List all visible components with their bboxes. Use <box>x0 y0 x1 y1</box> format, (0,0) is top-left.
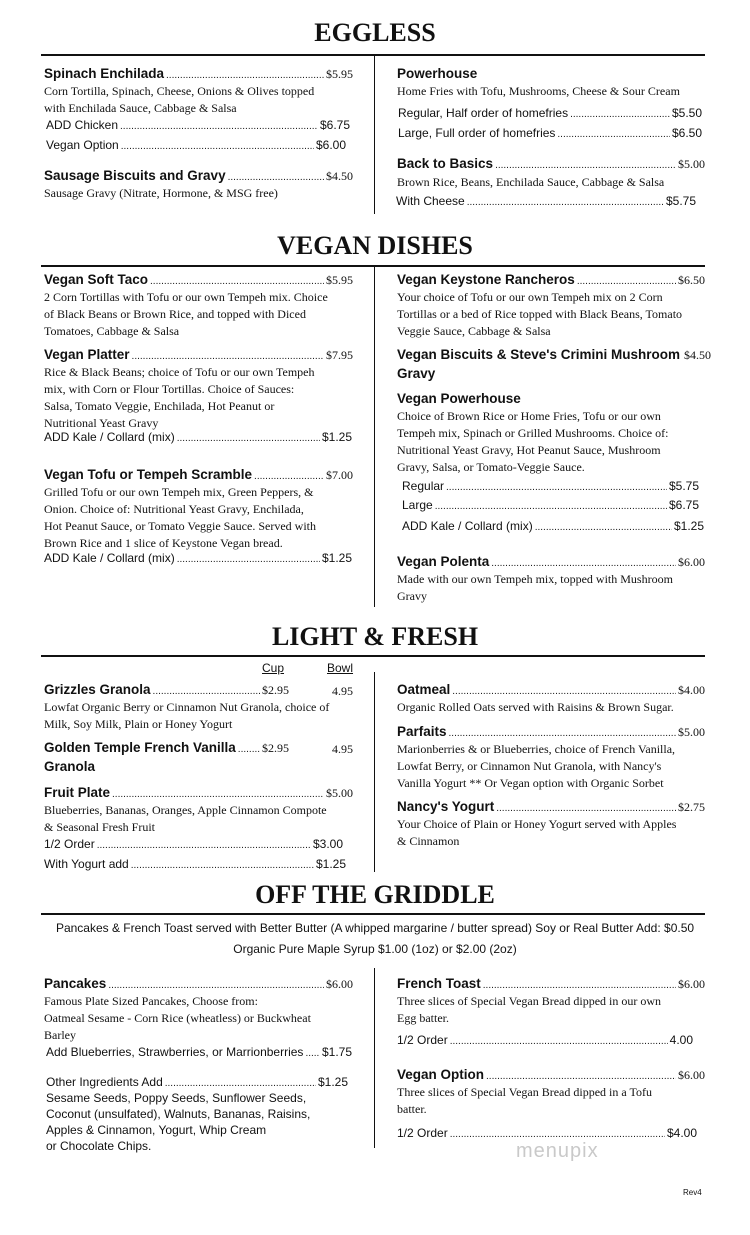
menu-item-fruit-plate: Fruit Plate ..... $5.00 <box>44 785 353 801</box>
section-divider <box>41 913 705 915</box>
column-header-bowl: Bowl <box>327 661 354 675</box>
column-header-cup: Cup <box>262 661 285 675</box>
menu-item-vegan-platter: Vegan Platter ..... $7.95 <box>44 347 353 363</box>
option-large: Large ..... $6.75 <box>402 498 699 512</box>
item-description: Sausage Gravy (Nitrate, Hormone, & MSG free) <box>44 186 278 200</box>
option-regular: Regular ..... $5.75 <box>402 479 699 493</box>
section-title-light-fresh: LIGHT & FRESH <box>271 622 479 651</box>
item-description: Blueberries, Bananas, Oranges, Apple Cinnamon Compote & Seasonal Fresh Fruit <box>44 803 327 834</box>
menu-item-grizzles-granola: Grizzles Granola ..... $2.95 <box>44 682 289 698</box>
item-description: Grilled Tofu or our own Tempeh mix, Green Peppers, & Onion. Choice of: Nutritional Yeast Gravy, Enchilada, Hot Peanut Sauce, or Tomato Veggie Sauce. Served with Brown Rice and 1 slice of Keystone Vegan bread. <box>44 485 316 550</box>
option-large: Large, Full order of homefries ..... $6.50 <box>398 126 702 140</box>
item-description: Three slices of Special Vegan Bread dipped in our own Egg batter. <box>397 994 662 1025</box>
item-description: Lowfat Organic Berry or Cinnamon Nut Granola, choice of Milk, Soy Milk, Plain or Honey Yogurt <box>44 700 330 731</box>
option-add-chicken: ADD Chicken ..... $6.75 <box>46 118 350 132</box>
item-description: Made with our own Tempeh mix, topped with Mushroom Gravy <box>397 572 673 603</box>
griddle-syrup-note: Organic Pure Maple Syrup $1.00 (1oz) or $2.00 (2oz) <box>233 942 517 956</box>
bowl-price: 4.95 <box>332 742 353 756</box>
item-description: Choice of Brown Rice or Home Fries, Tofu or our own Tempeh mix, Spinach or Grilled Mushrooms. Choice of: Nutritional Yeast Gravy, Hot Peanut Sauce, Mushroom Gravy, Salsa, or Tomato-Veggie Sauce. <box>397 409 669 474</box>
menu-item-back-to-basics: Back to Basics ..... $5.00 <box>397 156 705 172</box>
menu-item-nancys-yogurt: Nancy's Yogurt ..... $2.75 <box>397 799 705 815</box>
menu-item-french-toast: French Toast ..... $6.00 <box>397 976 705 992</box>
menu-item-vegan-biscuits: Vegan Biscuits & Steve's Crimini Mushroom $4.50 <box>397 347 712 362</box>
item-name-continued: Gravy <box>397 366 436 381</box>
section-title-eggless: EGGLESS <box>314 18 436 47</box>
option-add-kale-collard: ADD Kale / Collard (mix) ..... $1.25 <box>44 430 352 444</box>
revision-label: Rev4 <box>683 1188 702 1197</box>
menu-item-parfaits: Parfaits ..... $5.00 <box>397 724 705 740</box>
column-divider <box>374 968 375 1148</box>
option-regular: Regular, Half order of homefries ..... $5.50 <box>398 106 702 120</box>
column-divider <box>374 56 375 214</box>
item-name-continued: Granola <box>44 759 96 774</box>
section-title-off-the-griddle: OFF THE GRIDDLE <box>255 880 495 909</box>
option-half-order: 1/2 Order ..... $4.00 <box>397 1126 697 1140</box>
item-description: Marionberries & or Blueberries, choice of French Vanilla, Lowfat Berry, or Cinnamon Nut Granola, with Nancy's Vanilla Yogurt ** Or Vegan option with Organic Sorbet <box>397 742 676 790</box>
other-ingredients-list: Sesame Seeds, Poppy Seeds, Sunflower Seeds, Coconut (unsulfated), Walnuts, Bananas, Raisins, Apples & Cinnamon, Yogurt, Whip Cream or Chocolate Chips. <box>46 1091 311 1153</box>
menupix-watermark: menupix <box>516 1140 599 1162</box>
menu-item-spinach-enchilada: Spinach Enchilada ..... $5.95 <box>44 66 353 82</box>
item-description: Rice & Black Beans; choice of Tofu or our own Tempeh mix, with Corn or Flour Tortillas. Choice of Sauces: Salsa, Tomato Veggie, Enchilada, Hot Peanut or Nutritional Yeast Gravy <box>44 365 315 430</box>
option-add-berries: Add Blueberries, Strawberries, or Marrionberries ..... $1.75 <box>46 1045 352 1059</box>
option-with-yogurt: With Yogurt add ..... $1.25 <box>44 857 346 871</box>
option-add-kale-collard: ADD Kale / Collard (mix) ..... $1.25 <box>402 519 704 533</box>
menu-item-vegan-option: Vegan Option ..... $6.00 <box>397 1067 705 1083</box>
menu-item-golden-temple-granola: Golden Temple French Vanilla ..... $2.95 <box>44 740 289 756</box>
section-divider <box>41 265 705 267</box>
menu-item-vegan-soft-taco: Vegan Soft Taco ..... $5.95 <box>44 272 353 288</box>
item-description: Brown Rice, Beans, Enchilada Sauce, Cabbage & Salsa <box>397 175 665 189</box>
menu-item-vegan-scramble: Vegan Tofu or Tempeh Scramble ..... $7.00 <box>44 467 353 483</box>
item-description: 2 Corn Tortillas with Tofu or our own Tempeh mix. Choice of Black Beans or Brown Rice, and topped with Diced Tomatoes, Cabbage & Salsa <box>44 290 328 338</box>
item-description: Home Fries with Tofu, Mushrooms, Cheese & Sour Cream <box>397 84 680 98</box>
option-add-kale-collard: ADD Kale / Collard (mix) ..... $1.25 <box>44 551 352 565</box>
menu-item-vegan-polenta: Vegan Polenta ..... $6.00 <box>397 554 705 570</box>
item-description: Organic Rolled Oats served with Raisins & Brown Sugar. <box>397 700 674 714</box>
item-description: Corn Tortilla, Spinach, Cheese, Onions & Olives topped with Enchilada Sauce, Cabbage & Salsa <box>44 84 315 115</box>
option-with-cheese: With Cheese ..... $5.75 <box>396 194 696 208</box>
item-description: Your choice of Tofu or our own Tempeh mix on 2 Corn Tortillas or a bed of Rice topped with Black Beans, Tomato Veggie Sauce, Cabbage & Salsa <box>397 290 683 338</box>
section-title-vegan-dishes: VEGAN DISHES <box>277 231 473 260</box>
menu-item-sausage-biscuits: Sausage Biscuits and Gravy ..... $4.50 <box>44 168 353 184</box>
menu-item-pancakes: Pancakes ..... $6.00 <box>44 976 353 992</box>
column-divider <box>374 267 375 607</box>
option-half-order: 1/2 Order ..... $3.00 <box>44 837 343 851</box>
option-vegan: Vegan Option ..... $6.00 <box>46 138 346 152</box>
menu-item-vegan-keystone-rancheros: Vegan Keystone Rancheros ..... $6.50 <box>397 272 705 288</box>
column-divider <box>374 672 375 872</box>
menu-item-powerhouse: Powerhouse <box>397 66 478 81</box>
griddle-butter-note: Pancakes & French Toast served with Better Butter (A whipped margarine / butter spread) Soy or Real Butter Add: $0.50 <box>55 921 695 935</box>
section-divider <box>41 54 705 56</box>
bowl-price: 4.95 <box>332 684 353 698</box>
item-description: Your Choice of Plain or Honey Yogurt served with Apples & Cinnamon <box>397 817 677 848</box>
item-description: Three slices of Special Vegan Bread dipped in a Tofu batter. <box>397 1085 652 1116</box>
section-divider <box>41 655 705 657</box>
menu-item-oatmeal: Oatmeal ..... $4.00 <box>397 682 705 698</box>
option-other-ingredients: Other Ingredients Add ..... $1.25 <box>46 1075 348 1089</box>
menu-item-vegan-powerhouse: Vegan Powerhouse <box>397 391 521 406</box>
item-description: Famous Plate Sized Pancakes, Choose from: Oatmeal Sesame - Corn Rice (wheatless) or Buckwheat Barley <box>44 994 311 1042</box>
option-half-order: 1/2 Order ..... 4.00 <box>397 1033 693 1047</box>
